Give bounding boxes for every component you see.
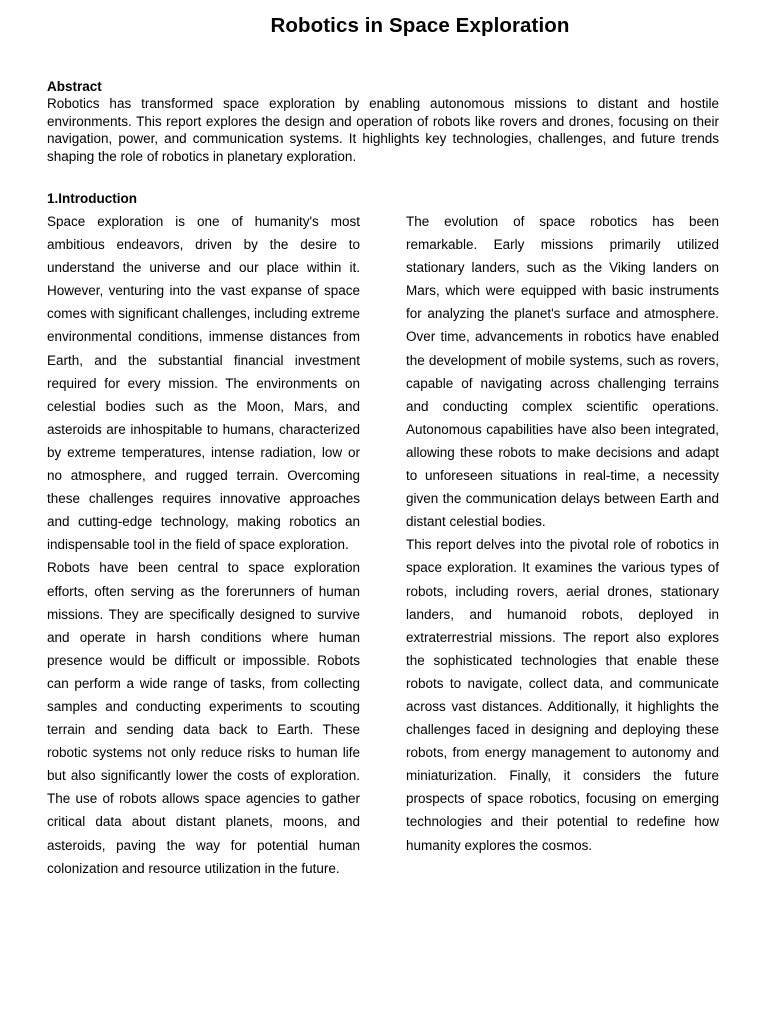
right-column bbox=[406, 210, 719, 857]
intro-paragraph-1: Space exploration is one of humanity's most ambitious endeavors, driven by the desire to understand the universe and our place within it. However, venturing into the vast expanse of space comes with significant challenges, including extreme environmental conditions, immense distances from Earth, and the substantial financial investment required for every mission. The environments on celestial bodies such as the Moon, Mars, and asteroids are inhospitable to humans, characterized by extreme temperatures, intense radiation, low or no atmosphere, and rugged terrain. Overcoming these challenges requires innovative approaches and cutting-edge technology, making robotics an indispensable tool in the field of space exploration. bbox=[47, 214, 360, 553]
intro-paragraph-4: This report delves into the pivotal role of robotics in space exploration. It examines the various types of robots, including rovers, aerial drones, stationary landers, and humanoid robots, deployed in extraterrestrial missions. The report also explores the sophisticated technologies that enable these robots to navigate, collect data, and communicate across vast distances. Additionally, it highlights the challenges faced in designing and deploying these robots, from energy management to autonomy and miniaturization. Finally, it considers the future prospects of space robotics, focusing on emerging technologies and their potential to redefine how humanity explores the cosmos. bbox=[406, 537, 719, 853]
document-title: Robotics in Space Exploration bbox=[270, 14, 570, 37]
intro-paragraph-2: Robots have been central to space exploration efforts, often serving as the forerunners of human missions. They are specifically designed to survive and operate in harsh conditions where human presence would be difficult or impossible. Robots can perform a wide range of tasks, from collecting samples and conducting experiments to scouting terrain and sending data back to Earth. These robotic systems not only reduce risks to human life but also significantly lower the costs of exploration. The use of robots allows space agencies to gather critical data about distant planets, moons, and asteroids, paving the way for potential human colonization and resource utilization in the future. bbox=[47, 560, 360, 876]
abstract-heading: Abstract bbox=[47, 79, 102, 94]
abstract-section bbox=[47, 78, 719, 166]
left-column bbox=[47, 210, 360, 880]
introduction-heading: 1.Introduction bbox=[47, 191, 137, 206]
abstract-text: Robotics has transformed space exploration by enabling autonomous missions to distant and hostile environments. This report explores the design and operation of robots like rovers and drones, focusing on their navigation, power, and communication systems. It highlights key technologies, challenges, and future trends shaping the role of robotics in planetary exploration. bbox=[47, 96, 719, 165]
intro-paragraph-3: The evolution of space robotics has been remarkable. Early missions primarily utilized stationary landers, such as the Viking landers on Mars, which were equipped with basic instruments for analyzing the planet's surface and atmosphere. Over time, advancements in robotics have enabled the development of mobile systems, such as rovers, capable of navigating across challenging terrains and conducting complex scientific operations. Autonomous capabilities have also been integrated, allowing these robots to make decisions and adapt to unforeseen situations in real-time, a necessity given the communication delays between Earth and distant celestial bodies. bbox=[406, 214, 719, 530]
